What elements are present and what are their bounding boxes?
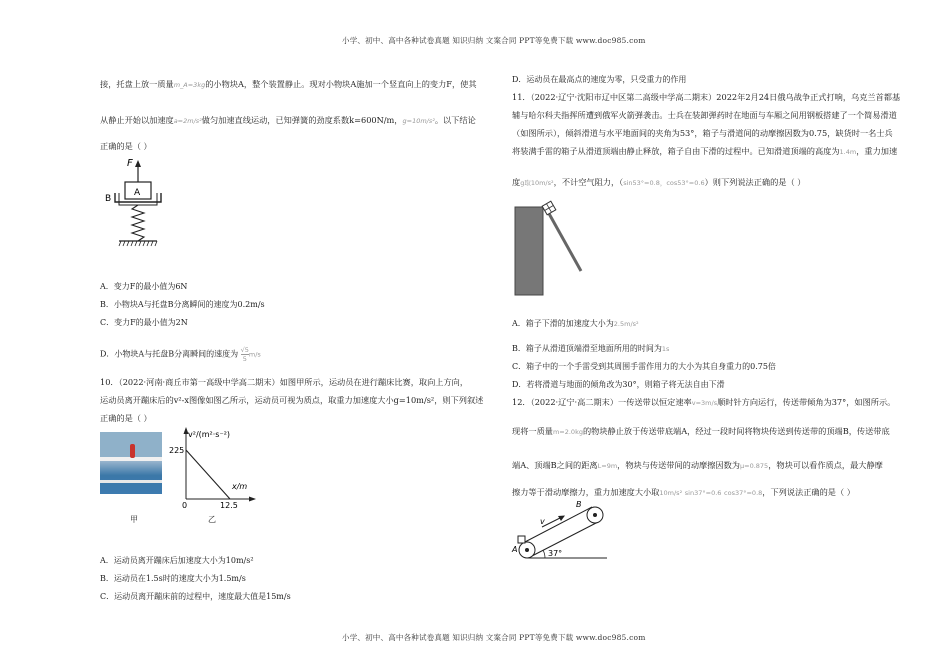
y-axis-label: v²/(m²·s⁻²) — [188, 430, 231, 439]
velocity-arrow — [542, 517, 562, 527]
formula-accel-a: 2.5m/s² — [613, 320, 639, 328]
q10-option-b[interactable]: B．运动员在1.5s时的速度大小为1.5m/s — [100, 574, 246, 583]
formula-cos37: cos37°=0.8 — [724, 489, 763, 497]
formula-velocity: v=3m/s — [691, 399, 718, 407]
formula-length: L=9m — [597, 462, 618, 470]
tray-b-label: B — [105, 194, 112, 204]
ramp-plank — [547, 210, 581, 271]
q11-option-d[interactable]: D．若将滑道与地面的倾角改为30°，则箱子将无法自由下滑 — [512, 380, 725, 389]
page-footer: 小学、初中、高中各种试卷真题 知识归纳 文案合同 PPT等免费下载 www.doc985.com — [342, 633, 646, 642]
truck-wall — [515, 207, 543, 295]
formula-time: 1s — [661, 345, 670, 353]
point-a-label: A — [512, 545, 518, 554]
q11-option-a[interactable]: A．箱子下滑的加速度大小为2.5m/s² — [512, 319, 639, 328]
formula-acceleration: a=2m/s² — [173, 117, 202, 125]
spring-tray-figure — [105, 155, 180, 255]
q10-option-d[interactable]: D．运动员在最高点的速度为零，只受重力的作用 — [512, 75, 687, 84]
formula-g2: 10m/s² — [659, 489, 683, 497]
ground-hatch — [119, 241, 157, 246]
origin-label: 0 — [182, 501, 188, 510]
force-label: F — [127, 158, 133, 169]
athlete-figure — [130, 444, 135, 458]
angle-arc — [543, 550, 545, 558]
belt-bottom — [530, 522, 598, 557]
formula-mass: m=2.0kg — [552, 428, 583, 436]
spring — [132, 205, 144, 241]
angle-label: 37° — [548, 549, 563, 558]
q10-option-c[interactable]: C．运动员离开蹦床前的过程中，速度最大值是15m/s — [100, 592, 291, 601]
velocity-label: v — [540, 517, 545, 526]
formula-cos53: ，cos53°=0.6 — [659, 179, 705, 187]
formula-mu: μ=0.875 — [740, 462, 769, 470]
caption-jia: 甲 — [130, 515, 138, 524]
y-tick-label: 225 — [169, 446, 185, 455]
block-a — [518, 536, 525, 543]
q9-option-c[interactable]: C．变力F的最小值为2N — [100, 318, 188, 327]
point-b-label: B — [576, 500, 582, 509]
x-tick-label: 12.5 — [220, 501, 238, 510]
formula-g: g取10m/s² — [520, 179, 554, 187]
formula-sin53: sin53°=0.8 — [623, 179, 660, 187]
crate — [542, 201, 556, 215]
block-a-label: A — [134, 188, 141, 198]
q9-option-a[interactable]: A．变力F的最小值为6N — [100, 282, 188, 291]
force-arrowhead — [135, 160, 141, 167]
formula-gravity: g=10m/s² — [402, 117, 435, 125]
q9-option-d[interactable]: D．小物块A与托盘B分离瞬间的速度为 $\frac{√5}{5}$ m/s — [100, 346, 261, 363]
caption-yi: 乙 — [208, 515, 216, 524]
x-axis-label: x/m — [232, 482, 248, 491]
q11-option-c[interactable]: C．箱子中的一个手雷受到其周围手雷作用力的大小为其自身重力的0.75倍 — [512, 362, 776, 371]
conveyor-figure — [512, 500, 622, 572]
v2-x-line — [186, 450, 230, 499]
q10-option-a[interactable]: A．运动员离开蹦床后加速度大小为10m/s² — [100, 556, 254, 565]
formula-sin37: sin37°=0.6 — [684, 489, 722, 497]
page-header: 小学、初中、高中各种试卷真题 知识归纳 文案合同 PPT等免费下载 www.doc985.com — [342, 36, 646, 45]
v2-x-graph — [168, 425, 258, 510]
ramp-figure — [512, 200, 592, 305]
q9-option-b[interactable]: B．小物块A与托盘B分离瞬间的速度为0.2m/s — [100, 300, 265, 309]
formula-height: 1.4m — [839, 148, 857, 156]
question-9-stem-end: 正确的是（ ） — [100, 141, 152, 151]
q11-option-b[interactable]: B．箱子从滑道顶端滑至地面所用的时间为1s — [512, 344, 670, 353]
trampoline-photo — [100, 432, 162, 494]
belt-top — [523, 507, 592, 543]
formula-mass-a: m_A=3kg — [173, 81, 206, 89]
formula-fraction: $\frac{√5}{5}$ — [240, 346, 249, 363]
